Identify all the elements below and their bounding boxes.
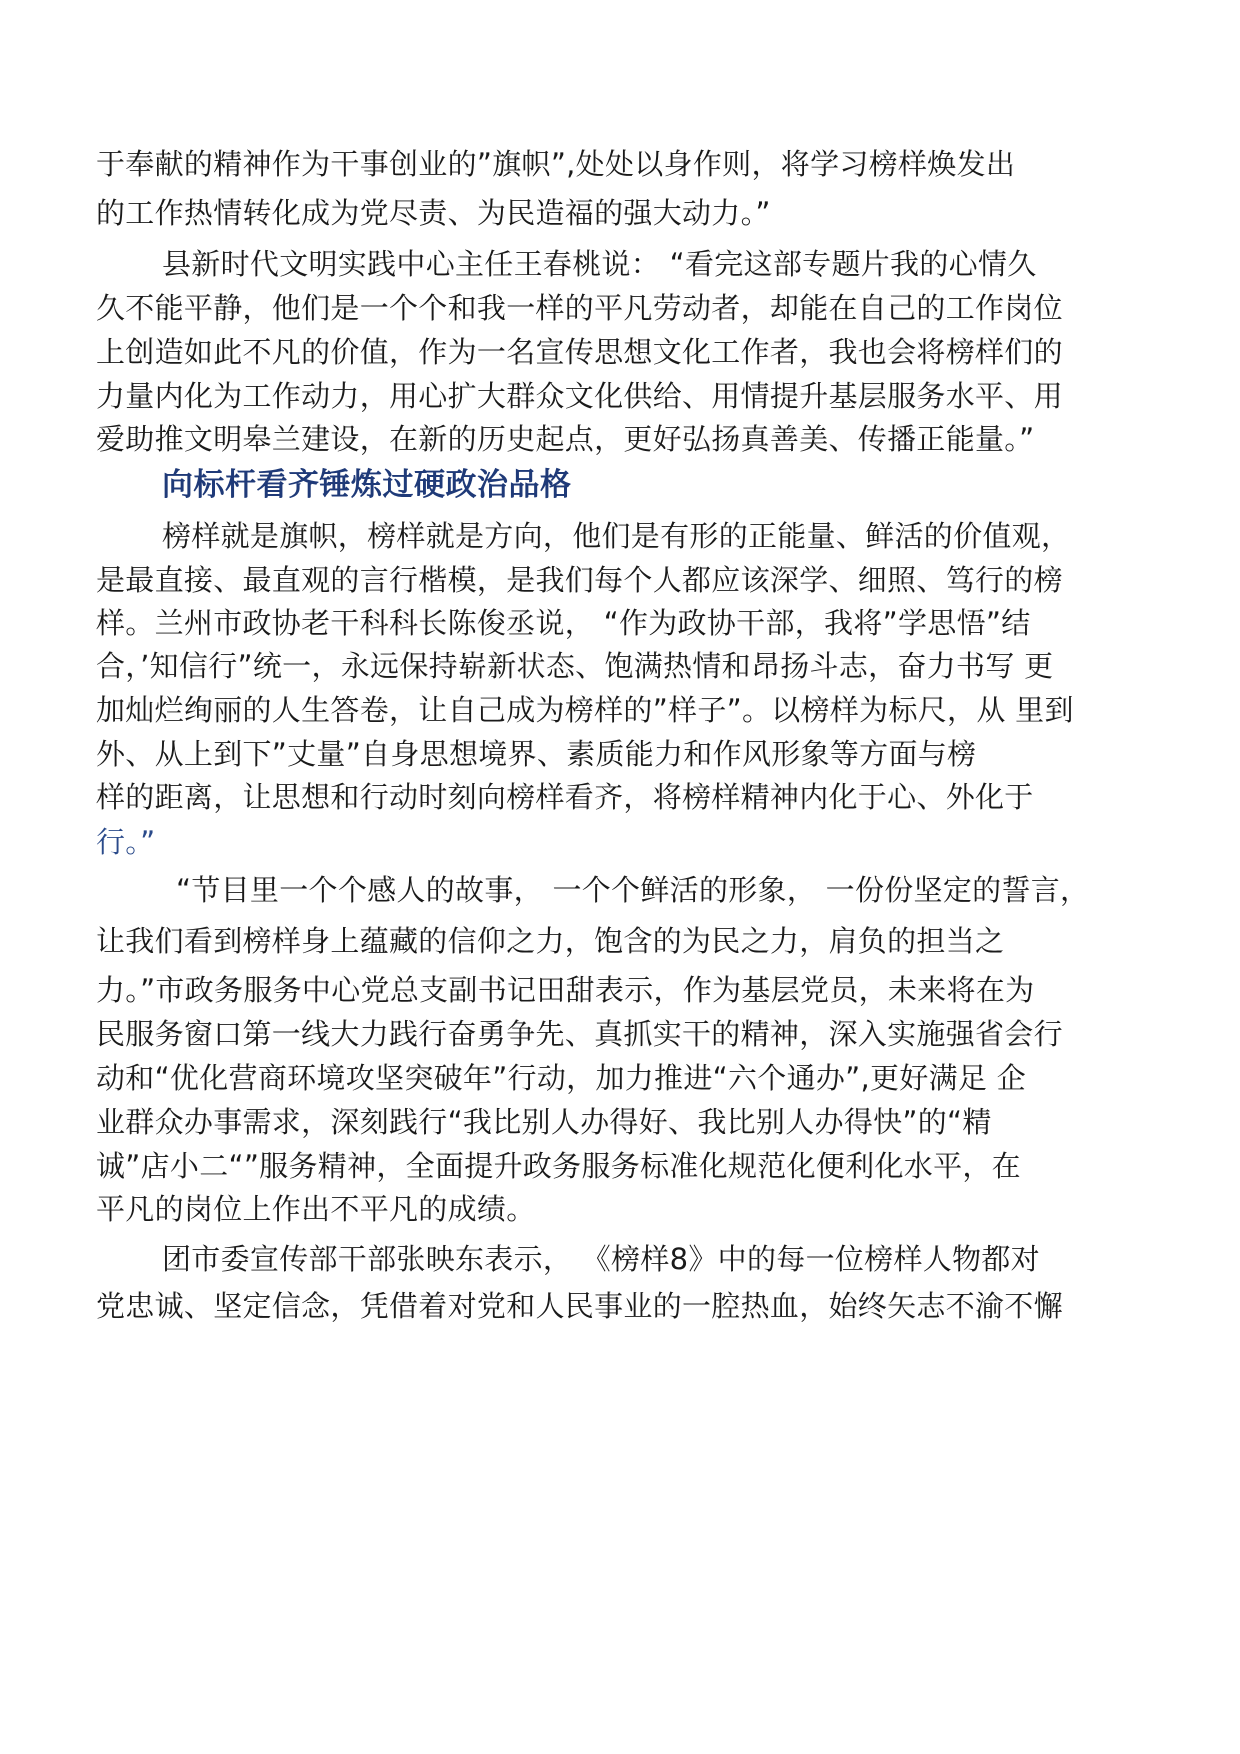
text-line: 上创造如此不凡的价值，作为一名宣传思想文化工作者，我也会将榜样们的 xyxy=(96,335,1063,369)
text-line: 合，’知信行”统一，永远保持崭新状态、饱满热情和昂扬斗志，奋力书写 更 xyxy=(96,649,1054,683)
text-line: 的工作热情转化成为党尽责、为民造福的强大动力。” xyxy=(96,196,771,230)
text-line: 加灿烂绚丽的人生答卷，让自己成为榜样的”样子”。以榜样为标尺，从 里到 xyxy=(96,693,1074,727)
text-line: 行。” xyxy=(96,825,156,859)
text-line: 外、从上到下”丈量”自身思想境界、素质能力和作风形象等方面与榜 xyxy=(96,737,977,771)
text-line: 是最直接、最直观的言行楷模，是我们每个人都应该深学、细照、笃行的榜 xyxy=(96,563,1063,597)
text-line: 业群众办事需求，深刻践行“我比别人办得好、我比别人办得快”的“精 xyxy=(96,1105,992,1139)
text-line: 县新时代文明实践中心主任王春桃说： “看完这部专题片我的心情久 xyxy=(162,247,1037,281)
text-line: 团市委宣传部干部张映东表示， 《榜样8》中的每一位榜样人物都对 xyxy=(162,1242,1040,1276)
text-line: 诚”店小二“”服务精神，全面提升政务服务标准化规范化便利化水平，在 xyxy=(96,1149,1021,1183)
text-line: 民服务窗口第一线大力践行奋勇争先、真抓实干的精神，深入实施强省会行 xyxy=(96,1017,1063,1051)
text-line: 党忠诚、坚定信念，凭借着对党和人民事业的一腔热血，始终矢志不渝不懈 xyxy=(96,1289,1063,1323)
text-line: 样。兰州市政协老干科科长陈俊丞说， “作为政协干部，我将”学思悟”结 xyxy=(96,606,1031,640)
text-line: 榜样就是旗帜，榜样就是方向，他们是有形的正能量、鲜活的价值观， xyxy=(162,519,1071,553)
text-line: 力。”市政务服务中心党总支副书记田甜表示，作为基层党员，未来将在为 xyxy=(96,973,1035,1007)
text-line: 力量内化为工作动力，用心扩大群众文化供给、用情提升基层服务水平、用 xyxy=(96,379,1063,413)
text-line: 于奉献的精神作为干事创业的”旗帜”,处处以身作则，将学习榜样焕发出 xyxy=(96,147,1016,181)
text-line: “节目里一个个感人的故事， 一个个鲜活的形象， 一份份坚定的誓言， xyxy=(176,873,1090,907)
text-line: 久不能平静，他们是一个个和我一样的平凡劳动者，却能在自己的工作岗位 xyxy=(96,291,1063,325)
text-line: 样的距离，让思想和行动时刻向榜样看齐，将榜样精神内化于心、外化于 xyxy=(96,780,1034,814)
text-line: 动和“优化营商环境攻坚突破年”行动，加力推进“六个通办”,更好满足 企 xyxy=(96,1061,1027,1095)
text-line: 平凡的岗位上作出不平凡的成绩。 xyxy=(96,1192,536,1226)
section-heading: 向标杆看齐锤炼过硬政治品格 xyxy=(162,467,572,503)
text-line: 爱助推文明皋兰建设，在新的历史起点，更好弘扬真善美、传播正能量。” xyxy=(96,422,1035,456)
text-line: 让我们看到榜样身上蕴藏的信仰之力，饱含的为民之力，肩负的担当之 xyxy=(96,924,1005,958)
